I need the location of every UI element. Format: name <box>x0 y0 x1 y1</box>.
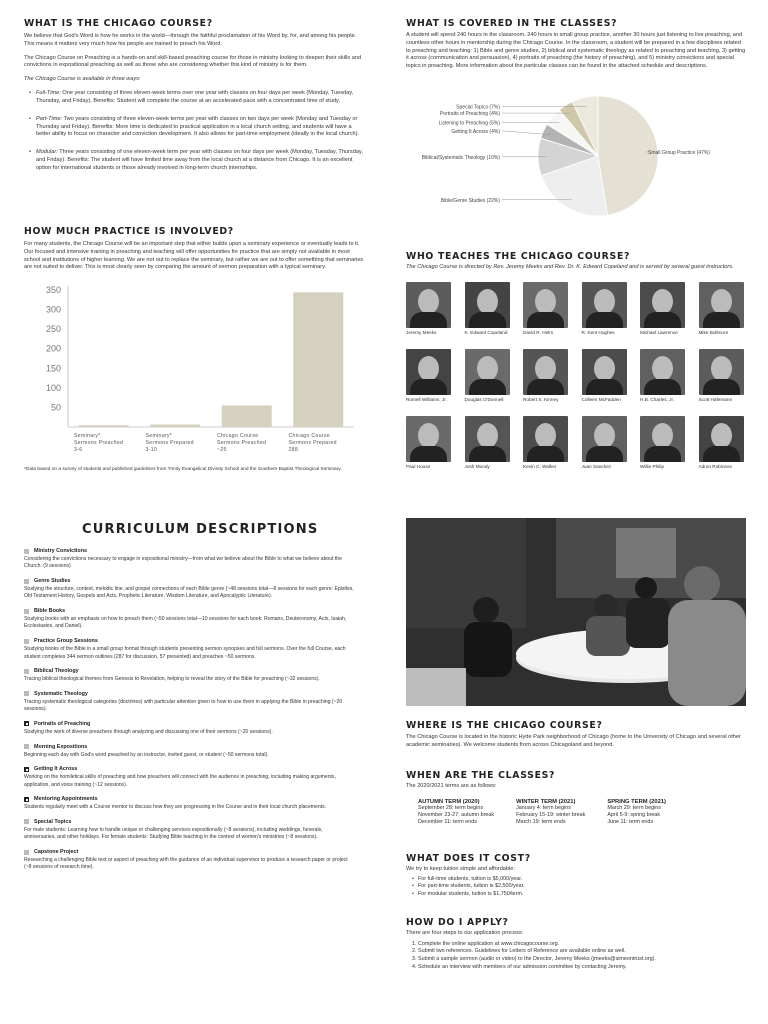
teacher-body <box>527 312 564 328</box>
ways-list <box>30 90 364 173</box>
dark-square-icon <box>24 767 29 772</box>
curriculum-item <box>24 548 354 571</box>
when-section <box>406 770 746 827</box>
curriculum-item-title <box>24 819 354 825</box>
curriculum-item-name: Morning Expositions <box>34 743 88 750</box>
curriculum-item-desc: Studying the structure, context, melodic line, and gospel connections of each Bible genre (~48 sessions total—8 sessions for each genre: Epistles, Old Testament History, Gospels and Acts, Prophetic Literature, Wisdom Literature, and Apocalyptic Literature). <box>24 586 354 600</box>
term-line: April 5-9: spring break <box>607 812 661 819</box>
practice-section <box>24 226 364 272</box>
pie-label: Bible/Genre Studies (22%) <box>440 197 500 204</box>
teacher-photo <box>465 349 510 395</box>
practice-footnote: *Data based on a survey of students and published guidelines from Trinity Evangelical Divinity School and the Southern Baptist Theological Seminary. <box>24 467 342 472</box>
teacher-face <box>418 289 439 314</box>
curriculum-item-name: Mentoring Appointments <box>34 796 98 803</box>
covered-title: WHAT IS COVERED IN THE CLASSES? <box>406 18 618 29</box>
where-title: WHERE IS THE CHICAGO COURSE? <box>406 720 603 731</box>
square-icon <box>24 744 29 749</box>
cost-title: WHAT DOES IT COST? <box>406 853 531 864</box>
teacher-body <box>410 446 447 462</box>
curriculum-item <box>24 744 354 759</box>
teacher-face <box>652 289 673 314</box>
pie-label: Getting It Across (4%) <box>451 128 500 135</box>
teacher-photo <box>582 416 627 462</box>
what-paragraph-1: We believe that God's Word is how he works in the world—through the faithful proclamation of his Word by, for, and among his people. This means it matters very much how his people are trained to preach his Word. <box>24 33 357 47</box>
classroom-photo-image <box>406 518 746 706</box>
way-item <box>30 149 364 172</box>
teacher-photo <box>406 349 451 395</box>
teacher-body <box>469 379 506 395</box>
teacher-face <box>477 356 498 381</box>
curriculum-item <box>24 578 354 601</box>
term-line: December 11: term ends <box>418 819 477 826</box>
curriculum-item-desc: Considering the convictions necessary to engage in expositional ministry—from what we believe about the Bible to what we believe about the Church. (9 sessions) <box>24 556 342 570</box>
curriculum-item-desc: Beginning each day with God's word preached by an instructor, invited guest, or student (~50 sermons total). <box>24 751 269 758</box>
category-label: Sermons Prepared <box>145 440 194 446</box>
practice-bar-chart <box>24 280 364 460</box>
category-label: Chicago Course <box>217 433 259 439</box>
category-label: Chicago Course <box>288 433 330 439</box>
when-text: The 2020/2021 terms are as follows: <box>406 783 497 789</box>
term-block <box>418 799 494 827</box>
curriculum-item-title <box>24 608 354 614</box>
teacher-name: Douglas O'Donnell <box>464 397 504 402</box>
teacher-body <box>469 446 506 462</box>
teacher-face <box>652 423 673 448</box>
term-line: June 11: term ends <box>607 819 654 826</box>
curriculum-list <box>24 548 354 879</box>
y-tick-label: 350 <box>45 285 61 295</box>
teacher-name: R. Kent Hughes <box>581 330 615 335</box>
curriculum-item-name: Special Topics <box>34 818 72 825</box>
curriculum-item-desc: Researching a challenging Bible text or aspect of preaching with the guidance of an individual supervisor to produce a research paper or project (~8 sessions of research time). <box>24 857 348 871</box>
teacher-body <box>703 379 740 395</box>
terms-row <box>418 799 746 827</box>
teachers-text: The Chicago Course is directed by Rev. Jeremy Meeks and Rev. Dr. K. Edward Copeland and is served by several guest instructors. <box>406 264 734 270</box>
teacher-body <box>410 312 447 328</box>
teacher-photo <box>640 349 685 395</box>
bar <box>222 405 272 427</box>
way-text: One year consisting of three eleven-week terms over one year with classes on four days per week (Monday, Tuesday, Thursday, and Friday). Benefits: Student will complete the course at an accelerated pace with a concentrated time of study. <box>36 90 354 104</box>
apply-section <box>406 917 746 971</box>
teacher-name: H.B. Charles, Jr. <box>640 397 675 402</box>
curriculum-item-name: Genre Studies <box>34 578 71 585</box>
teacher-photo <box>523 416 568 462</box>
curriculum-item-title <box>24 721 354 727</box>
square-icon <box>24 639 29 644</box>
what-paragraph-2: The Chicago Course on Preaching is a hands-on and skill-based preaching course for those in ministry looking to deepen their skills and convictions in expositional preaching as well as those who are considering whether this kind of ministry is for them. <box>24 54 362 69</box>
when-title: WHEN ARE THE CLASSES? <box>406 770 556 781</box>
teacher-name: Juan Sanchez <box>581 464 612 469</box>
way-text: Three years consisting of one eleven-week term per year with classes on four days per week (Monday, Tuesday, Thursday, and Friday). Benefits: The student will have limited time away from the local church at a distance from Chicago. It is an excellent option for international students or those already involved in long-term church internships. <box>36 149 363 171</box>
curriculum-item-title <box>24 638 354 644</box>
what-title: WHAT IS THE CHICAGO COURSE? <box>24 18 213 29</box>
teacher-name: Romell Williams, Jr. <box>406 397 447 402</box>
square-icon <box>24 669 29 674</box>
curriculum-item-desc: Studying books of the Bible in a small group format through students presenting sermon synopses and full sermons. Over the full Course, each student completes 344 sermon outlines (287 for discussion, 57 presented) and preaches ~50 sermons. <box>24 646 346 660</box>
teacher-name: Robert S. Kinney <box>523 397 559 402</box>
apply-step: 1. Complete the online application at www.chicagocourse.org. <box>418 941 746 949</box>
curriculum-item-title <box>24 796 354 802</box>
teacher-body <box>527 379 564 395</box>
curriculum-item-title <box>24 744 354 750</box>
what-section <box>24 18 364 183</box>
y-tick-label: 50 <box>50 402 61 413</box>
teacher-face <box>418 423 439 448</box>
pie-label: Special Topics (7%) <box>456 104 500 111</box>
pie-chart-svg <box>406 92 746 220</box>
practice-text: For many students, the Chicago Course will be an important step that either builds upon a seminary experience or eventually leads to it. Our focused and intensive training in preaching and teaching will offer opportunities for practice that are simply not available in most school and institutions of higher learning. We are not out to replace the seminary, but rather we are out to offer something that seminaries are not suited to deliver. This is most clearly seen by comparing the amount of sermon preparation with a typical seminary. <box>24 241 364 271</box>
teacher-body <box>527 446 564 462</box>
category-label: Seminary* <box>145 433 173 439</box>
curriculum-item-name: Bible Books <box>34 608 66 615</box>
teacher-photo <box>699 349 744 395</box>
covered-section <box>406 18 746 71</box>
curriculum-item <box>24 766 354 789</box>
pie-label: Biblical/Systematic Theology (10%) <box>421 154 500 161</box>
teacher-face <box>477 423 498 448</box>
cost-item: • For part-time students, tuition is $2,500/year. <box>418 883 746 891</box>
teacher-body <box>586 312 623 328</box>
what-paragraph-3: The Chicago Course is available in three ways: <box>24 76 141 83</box>
term-block <box>607 799 666 827</box>
cost-item: • For full-time students, tuition is $5,000/year. <box>418 876 746 884</box>
teacher-face <box>418 356 439 381</box>
y-tick-label: 150 <box>45 363 61 374</box>
curriculum-item-title <box>24 766 354 772</box>
curriculum-item-desc: Studying the work of diverse preachers through analyzing and discussing one of their sermons (~20 sessions). <box>24 728 273 735</box>
curriculum-item <box>24 608 354 631</box>
apply-steps <box>418 941 746 971</box>
pie-label: Small Group Practice (47%) <box>648 149 710 156</box>
cost-section <box>406 853 746 899</box>
way-name: Modular: <box>36 149 58 156</box>
category-label: 288 <box>288 447 299 453</box>
teacher-name: Paul House <box>406 464 431 469</box>
square-icon <box>24 850 29 855</box>
square-icon <box>24 579 29 584</box>
teacher-name: Adron Robinson <box>698 464 733 469</box>
teacher-name: Colleen McFadden <box>581 397 621 402</box>
teacher-face <box>652 356 673 381</box>
teachers-section <box>406 251 746 272</box>
way-item <box>30 116 364 139</box>
teacher-face <box>594 289 615 314</box>
covered-text: A student will spend 240 hours in the classroom, 240 hours in small group practice, another 30 hours just listening to live preaching, and countless other hours in mentorship during the Chicago Course. In the classroom, a student will be prepared in a few disciplines related to preaching and teaching: 1) Bible and genre studies, 2) biblical and systematic theology as related to preaching and teaching, 3) getting it across (communication and persuasion), 4) portraits of preaching (the history of preaching), and 5) ministry convictions and special topics in preaching. More information about the particular classes can be found in the attached schedule and descriptions. <box>406 32 746 70</box>
curriculum-item-name: Systematic Theology <box>34 690 88 697</box>
square-icon <box>24 549 29 554</box>
term-block <box>516 799 585 827</box>
teacher-name: Mike Bullmore <box>698 330 729 335</box>
y-tick-label: 200 <box>45 343 61 354</box>
teacher-photo <box>699 282 744 328</box>
teacher-body <box>703 312 740 328</box>
square-icon <box>24 819 29 824</box>
y-tick-label: 250 <box>45 324 61 335</box>
teacher-face <box>711 289 732 314</box>
teacher-name: Scott Hafemann <box>698 397 733 402</box>
dark-square-icon <box>24 721 29 726</box>
teacher-name: Michael Lawrence <box>640 330 678 335</box>
teacher-body <box>644 446 681 462</box>
y-tick-label: 100 <box>45 382 61 393</box>
teacher-name: Kevin C. Walker <box>523 464 557 469</box>
teacher-body <box>410 379 447 395</box>
curriculum-item <box>24 819 354 842</box>
term-name: WINTER TERM (2021) <box>516 798 576 805</box>
pie-chart <box>406 92 746 220</box>
practice-title: HOW MUCH PRACTICE IS INVOLVED? <box>24 226 234 237</box>
where-section <box>406 720 746 750</box>
curriculum-item <box>24 691 354 714</box>
cost-item: • For modular students, tuition is $1,750/term. <box>418 891 746 899</box>
term-line: January 4: term begins <box>516 804 571 811</box>
where-text: The Chicago Course is located in the historic Hyde Park neighborhood of Chicago (home to the University of Chicago and several other academic seminaries). We welcome students from across Chicagoland and beyond. <box>406 734 741 748</box>
curriculum-item-name: Getting It Across <box>34 766 78 773</box>
teacher-name: Willie Philip <box>640 464 664 469</box>
teacher-photo <box>406 282 451 328</box>
term-line: March 29: term begins <box>607 804 661 811</box>
teacher-name: Jeremy Meeks <box>406 330 437 335</box>
curriculum-item-title <box>24 548 354 554</box>
curriculum-item-name: Capstone Project <box>34 849 79 856</box>
curriculum-item <box>24 796 354 811</box>
dark-square-icon <box>24 797 29 802</box>
teacher-photo <box>523 282 568 328</box>
apply-text: There are four steps to our application process: <box>406 930 524 936</box>
teacher-face <box>711 356 732 381</box>
teacher-photo <box>640 416 685 462</box>
category-label: 3-6 <box>74 447 83 453</box>
curriculum-item-desc: Working on the homiletical skills of preaching and how preachers will connect with the audience in preaching, including making arguments, application, and voice training (~12 sessions). <box>24 774 336 788</box>
curriculum-item-desc: Tracing biblical theological themes from Genesis to Revelation, helping to reveal the story of the Bible for preaching (~32 sessions). <box>24 676 320 683</box>
curriculum-item-desc: For male students: Learning how to handle unique or challenging services expositionally (~8 sessions), including weddings, funerals, anniversaries, and other holidays. For female students: Studying Bible teaching in the context of women's ministries (~8 sessions). <box>24 826 323 841</box>
curriculum-item-title <box>24 668 354 674</box>
curriculum-item-name: Portraits of Preaching <box>34 720 91 727</box>
apply-step: 4. Schedule an interview with members of our admission committee by contacting Jeremy. <box>418 964 746 972</box>
curriculum-item-name: Practice Group Sessions <box>34 638 98 645</box>
bar <box>79 425 129 427</box>
teacher-body <box>644 312 681 328</box>
way-name: Part-Time: <box>36 115 63 122</box>
teacher-photo <box>582 282 627 328</box>
curriculum-item <box>24 638 354 661</box>
teacher-name: David R. Helm <box>523 330 554 335</box>
teacher-photo <box>465 282 510 328</box>
curriculum-item <box>24 849 354 872</box>
way-item <box>30 90 364 106</box>
pie-label: Listening to Preaching (5%) <box>438 120 500 127</box>
teacher-face <box>535 356 556 381</box>
square-icon <box>24 609 29 614</box>
teacher-photo <box>640 282 685 328</box>
category-label: Sermons Preached <box>217 440 267 446</box>
teacher-body <box>703 446 740 462</box>
y-tick-label: 300 <box>45 304 61 315</box>
teacher-body <box>586 446 623 462</box>
way-text: Two years consisting of three eleven-week terms per year with classes on two days per week (Monday and Tuesday or Thursday and Friday). Benefits: More time is dedicated to practical application in a local church setting, and students will have a better ability to focus on character and conviction development. It also allows for part-time employment (ideally in the local church). <box>36 115 360 138</box>
teacher-photo-grid <box>406 282 746 472</box>
teacher-photo <box>582 349 627 395</box>
square-icon <box>24 691 29 696</box>
teacher-photo <box>523 349 568 395</box>
curriculum-item-name: Biblical Theology <box>34 668 79 675</box>
term-name: SPRING TERM (2021) <box>607 798 666 805</box>
teacher-face <box>594 423 615 448</box>
teacher-body <box>469 312 506 328</box>
curriculum-title: CURRICULUM DESCRIPTIONS <box>82 522 319 537</box>
teacher-face <box>477 289 498 314</box>
category-label: ~25 <box>217 447 227 453</box>
curriculum-item-title <box>24 691 354 697</box>
apply-title: HOW DO I APPLY? <box>406 917 509 928</box>
teacher-face <box>594 356 615 381</box>
curriculum-item-title <box>24 849 354 855</box>
curriculum-item-title <box>24 578 354 584</box>
teacher-face <box>711 423 732 448</box>
way-name: Full-Time: <box>36 90 61 97</box>
teacher-name: Josh Moody <box>464 464 490 469</box>
teacher-body <box>586 379 623 395</box>
category-label: Sermons Preached <box>74 440 124 446</box>
teachers-title: WHO TEACHES THE CHICAGO COURSE? <box>406 251 631 262</box>
cost-list <box>418 876 746 899</box>
classroom-photo <box>406 518 746 706</box>
term-line: September 28: term begins <box>418 804 484 811</box>
teacher-photo <box>406 416 451 462</box>
term-line: February 15-19: winter break <box>516 812 586 819</box>
apply-step: 3. Submit a sample sermon (audio or video) to the Director, Jeremy Meeks (jmeeks@simeontrust.org). <box>418 956 746 964</box>
curriculum-item-desc: Students regularly meet with a Course mentor to discuss how they are progressing in the Course and in their local church placements. <box>24 804 327 811</box>
teacher-body <box>644 379 681 395</box>
category-label: Seminary* <box>74 433 101 439</box>
curriculum-item-name: Ministry Convictions <box>34 548 88 554</box>
curriculum-item <box>24 668 354 683</box>
bar <box>150 424 200 427</box>
term-line: March 19: term ends <box>516 819 566 826</box>
curriculum-item-desc: Studying books with an emphasis on how to preach them (~50 sessions total—10 sessions for each book: Romans, Deuteronomy, Acts, Isaiah, Ecclesiastes, and Daniel). <box>24 616 347 630</box>
teacher-name: K. Edward Copeland <box>464 330 508 335</box>
bar-chart-svg <box>24 280 364 460</box>
category-label: Sermons Prepared <box>288 440 337 446</box>
teacher-face <box>535 423 556 448</box>
teacher-photo <box>465 416 510 462</box>
curriculum-item <box>24 721 354 736</box>
cost-text: We try to keep tuition simple and affordable: <box>406 866 515 872</box>
apply-step: 2. Submit two references. Guidelines for Letters of Reference are available online as well. <box>418 948 746 956</box>
category-label: 3-10 <box>145 447 158 453</box>
curriculum-item-desc: Tracing systematic theological categories (doctrines) with particular attention given to how to use them in applying the Bible in preaching (~20 sessions). <box>24 698 343 713</box>
teacher-face <box>535 289 556 314</box>
bar <box>293 292 343 427</box>
term-line: November 23-27: autumn break <box>418 812 495 819</box>
pie-label: Portraits of Preaching (4%) <box>439 111 500 118</box>
term-name: AUTUMN TERM (2020) <box>418 798 480 805</box>
teacher-photo <box>699 416 744 462</box>
